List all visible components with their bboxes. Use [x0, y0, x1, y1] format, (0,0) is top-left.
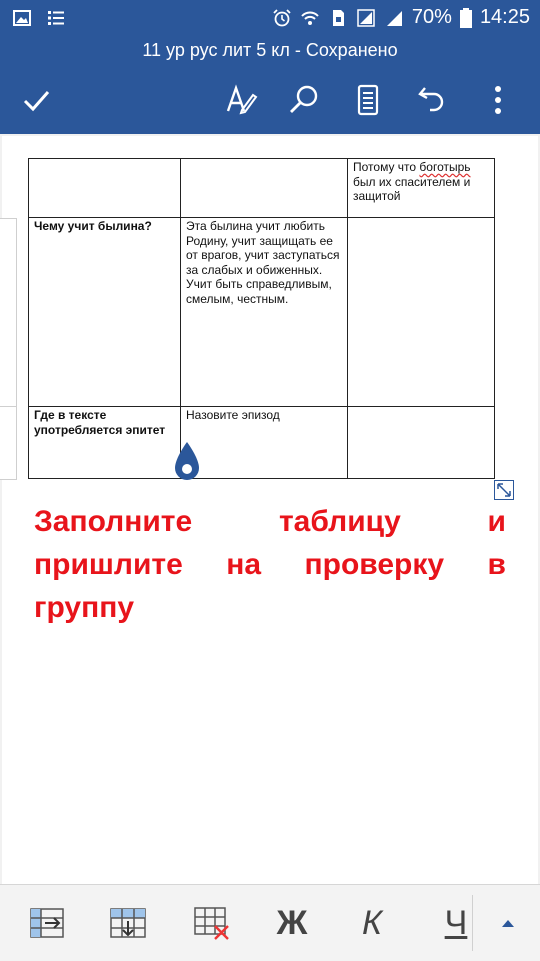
checkmark-icon	[21, 85, 51, 115]
underline-button[interactable]: Ч	[444, 903, 468, 942]
resize-diagonal-icon	[495, 481, 513, 499]
table-cell[interactable]	[348, 218, 495, 407]
gallery-notification-icon	[12, 8, 32, 28]
more-vertical-icon	[493, 85, 503, 115]
table-row	[29, 159, 495, 218]
insert-row-below-button[interactable]	[106, 901, 150, 945]
cell-text: Потому что	[353, 160, 417, 174]
table-row	[29, 407, 495, 479]
text-format-pen-icon	[225, 83, 259, 117]
misspelled-word[interactable]: боготырь	[419, 160, 471, 174]
row-selector-tab[interactable]	[0, 218, 17, 408]
table-resize-handle[interactable]	[494, 480, 514, 500]
table-row	[29, 218, 495, 407]
battery-percent: 70%	[411, 6, 452, 28]
delete-table-icon	[193, 906, 231, 940]
list-notification-icon	[46, 8, 66, 28]
toolbar-divider	[472, 895, 473, 951]
caret-up-icon	[500, 917, 516, 929]
mobile-view-icon	[353, 84, 383, 116]
expand-toolbar-button[interactable]	[486, 901, 530, 945]
cursor-handle-icon[interactable]	[172, 440, 202, 482]
undo-icon	[416, 84, 448, 116]
signal-strength-2-icon	[384, 8, 404, 28]
insert-row-icon	[109, 907, 147, 939]
search-icon	[288, 84, 320, 116]
search-button[interactable]	[284, 80, 324, 120]
top-toolbar	[0, 66, 540, 134]
status-bar	[0, 0, 540, 36]
table-cell[interactable]	[181, 159, 348, 218]
clock: 14:25	[479, 6, 530, 28]
row-selector-tab[interactable]	[0, 406, 17, 480]
insert-column-right-button[interactable]	[26, 901, 70, 945]
instruction-text: Заполните таблицу и пришлите на проверку в группу	[34, 505, 506, 624]
document-title: 11 ур рус лит 5 кл - Сохранено	[0, 36, 540, 66]
more-options-button[interactable]	[478, 80, 518, 120]
alarm-icon	[272, 8, 292, 28]
table-cell[interactable]	[29, 159, 181, 218]
table-cell[interactable]	[348, 159, 495, 218]
table-cell[interactable]: Назовите эпизод	[181, 407, 348, 479]
mobile-view-button[interactable]	[348, 80, 388, 120]
battery-icon	[460, 8, 472, 28]
undo-button[interactable]	[412, 80, 452, 120]
insert-column-icon	[29, 907, 67, 939]
table-cell[interactable]: Эта былина учит любить Родину, учит защищать ее от врагов, учит заступаться за слабых и обиженных. Учит быть справедливым, смелым, честным.	[181, 218, 348, 407]
sim-card-icon	[328, 8, 348, 28]
done-button[interactable]	[16, 80, 56, 120]
wifi-icon	[300, 8, 320, 28]
bold-button[interactable]: Ж	[276, 903, 308, 942]
italic-button[interactable]: К	[361, 903, 383, 942]
bottom-toolbar	[0, 884, 540, 961]
delete-table-button[interactable]	[190, 901, 234, 945]
document-table[interactable]	[28, 158, 495, 479]
signal-strength-icon	[356, 8, 376, 28]
table-cell[interactable]: Где в тексте употребляется эпитет	[29, 407, 181, 479]
format-text-button[interactable]	[222, 80, 262, 120]
table-cell[interactable]	[348, 407, 495, 479]
table-cell[interactable]: Чему учит былина?	[29, 218, 181, 407]
cell-text: был их спасителем и защитой	[353, 174, 471, 203]
